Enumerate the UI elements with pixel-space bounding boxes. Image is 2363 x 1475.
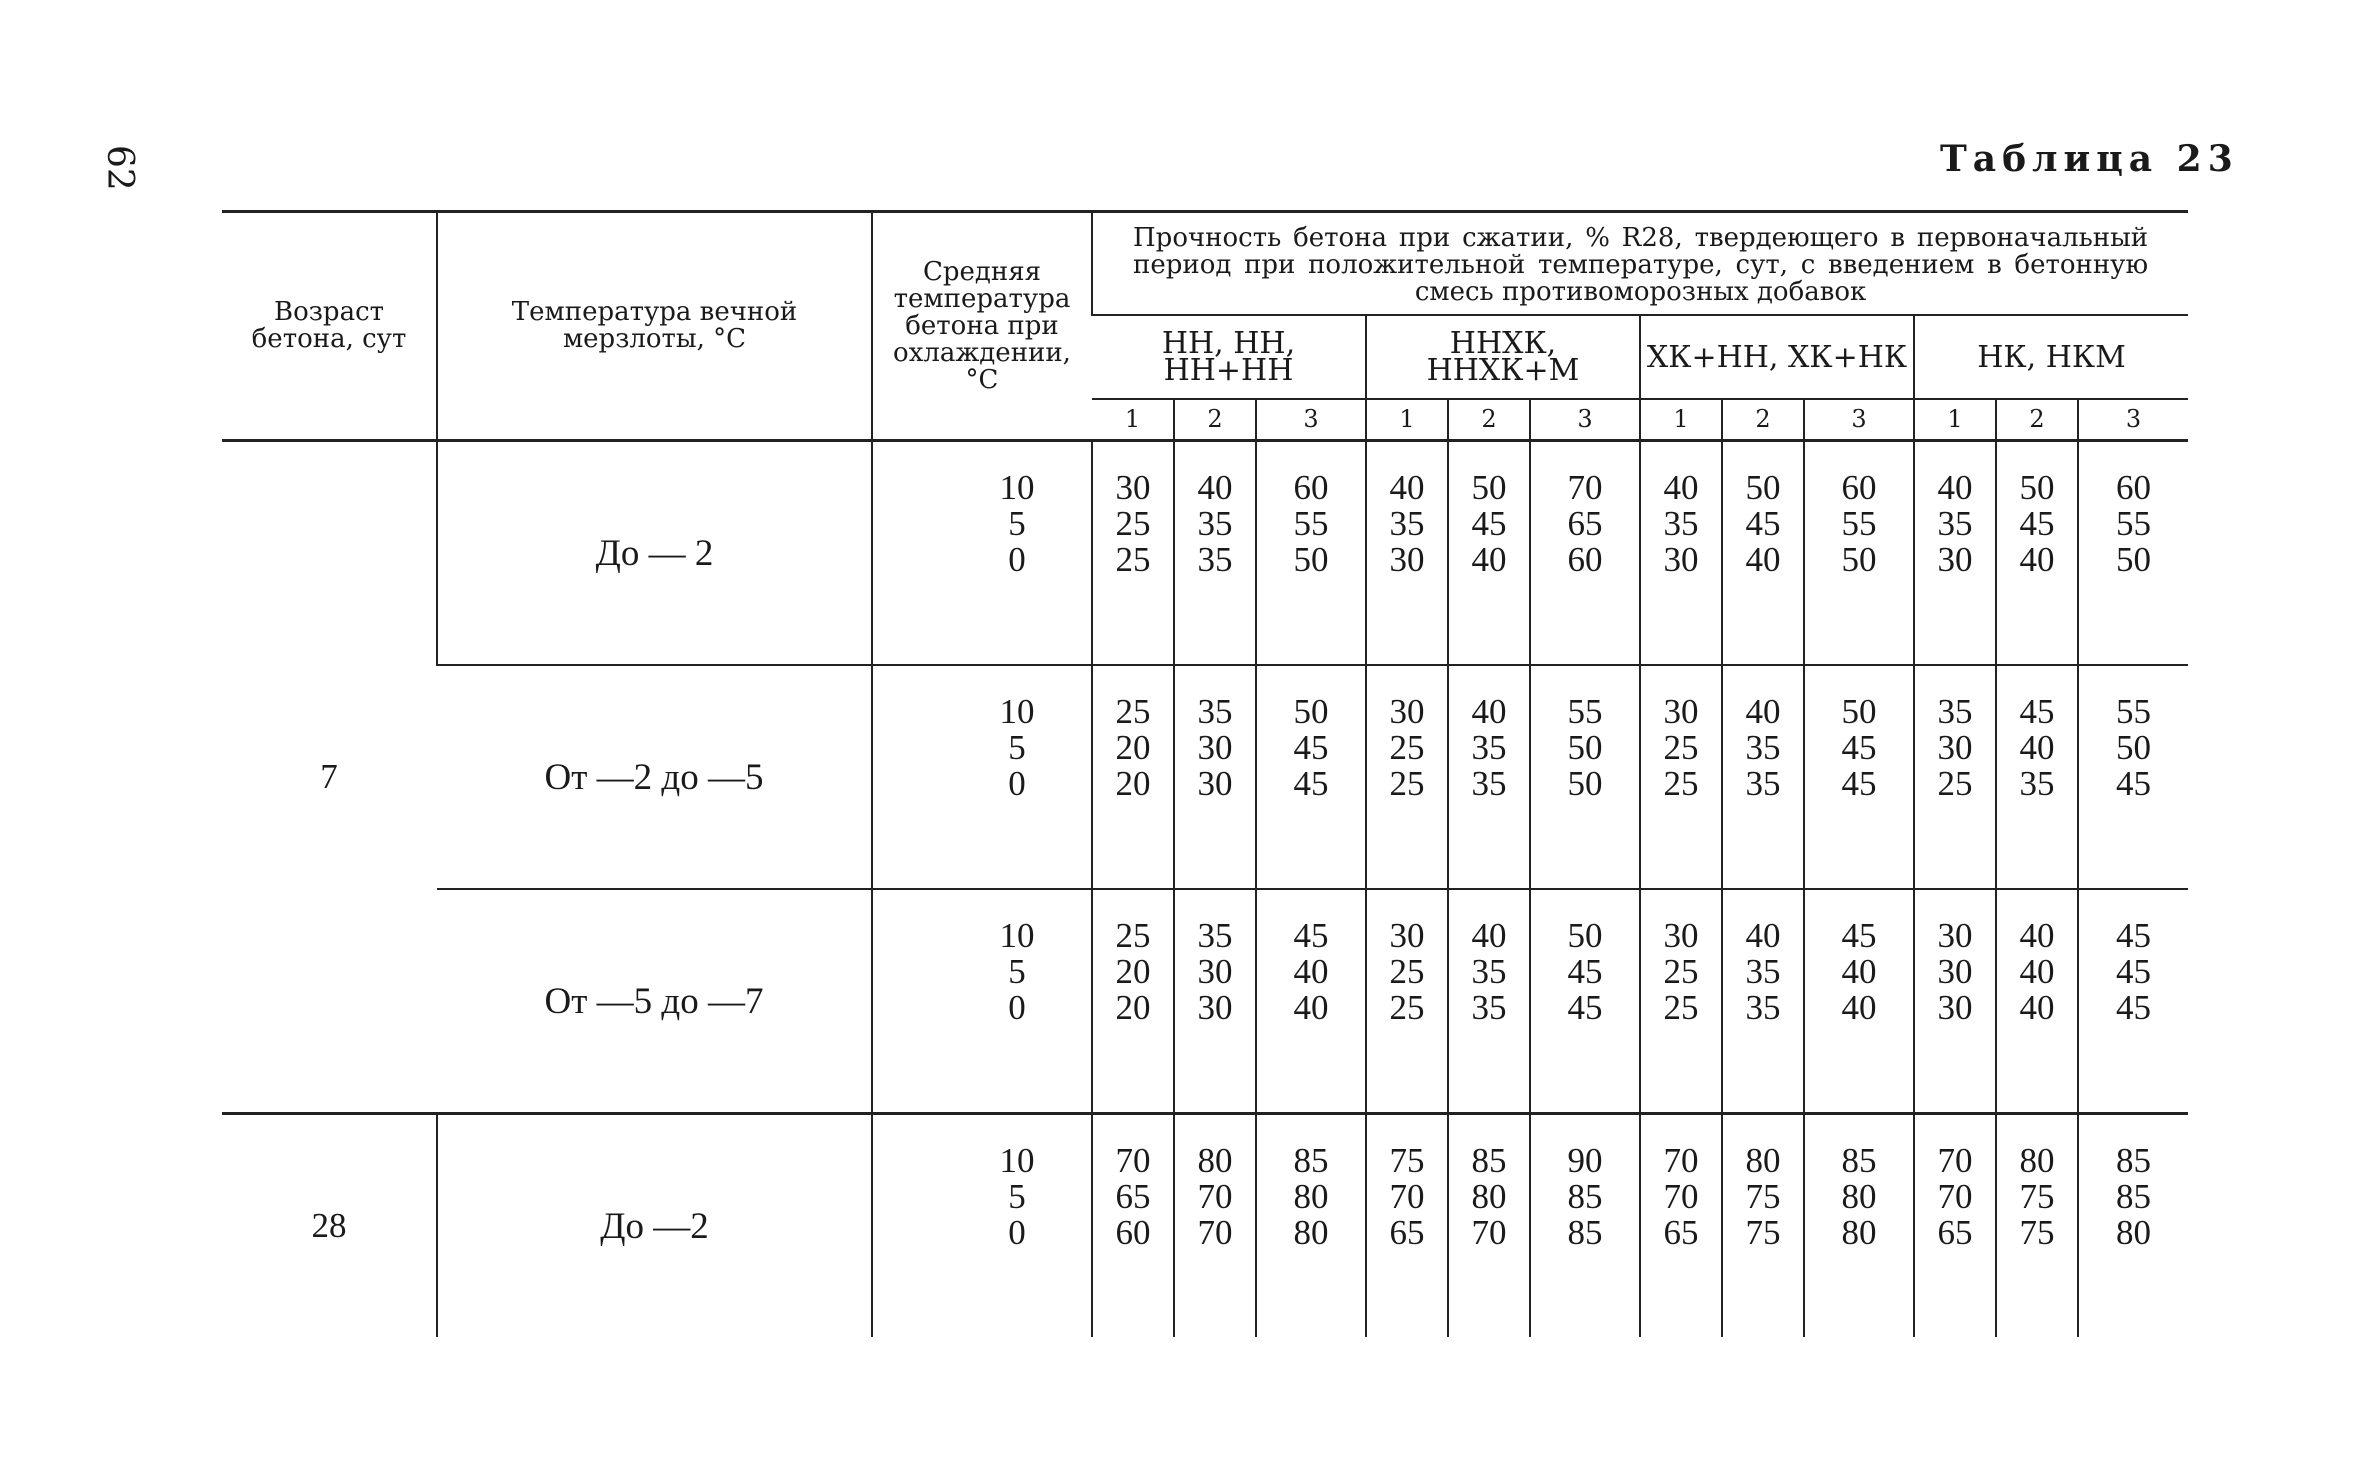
strength-value: 80 [1197, 1141, 1233, 1180]
page-number: 62 [99, 145, 140, 191]
strength-value: 40 [1841, 988, 1877, 1027]
strength-cell [1174, 665, 1256, 889]
strength-value: 80 [1745, 1141, 1781, 1180]
strength-value: 70 [1663, 1177, 1699, 1216]
strength-cell [2078, 1114, 2188, 1338]
strength-value: 40 [2019, 540, 2055, 579]
strength-value: 40 [1293, 952, 1329, 991]
strength-value: 30 [1389, 540, 1425, 579]
mean-temp-value: 10 [999, 916, 1035, 955]
strength-cell [1256, 889, 1366, 1114]
strength-value: 35 [1745, 728, 1781, 767]
subcol-2: 2 [1174, 399, 1256, 441]
strength-value: 45 [1841, 764, 1877, 803]
strength-value: 40 [1937, 468, 1973, 507]
strength-value: 75 [2019, 1177, 2055, 1216]
strength-value: 45 [2116, 988, 2152, 1027]
strength-cell [1914, 665, 1996, 889]
strength-value: 70 [1197, 1213, 1233, 1252]
strength-cell [1804, 441, 1914, 666]
strength-cell [1448, 665, 1530, 889]
strength-cell [1640, 665, 1722, 889]
subcol-3: 3 [1804, 399, 1914, 441]
strength-value: 55 [2116, 504, 2152, 543]
subcol-1: 1 [1914, 399, 1996, 441]
strength-value: 45 [1841, 728, 1877, 767]
strength-value: 30 [1389, 916, 1425, 955]
strength-value: 40 [1745, 916, 1781, 955]
strength-value: 45 [1293, 764, 1329, 803]
strength-value: 85 [1471, 1141, 1507, 1180]
strength-value: 45 [2116, 952, 2152, 991]
strength-value: 30 [1389, 692, 1425, 731]
strength-value: 25 [1389, 764, 1425, 803]
strength-value: 85 [2116, 1141, 2152, 1180]
strength-cell [1914, 1114, 1996, 1338]
strength-value: 25 [1115, 504, 1151, 543]
subcol-2: 2 [1448, 399, 1530, 441]
strength-value: 60 [2116, 468, 2152, 507]
subcol-1: 1 [1366, 399, 1448, 441]
header-group-3: ХК+НН, ХК+НК [1640, 315, 1914, 399]
strength-cell [1722, 665, 1804, 889]
strength-value: 75 [2019, 1213, 2055, 1252]
strength-value: 35 [1197, 692, 1233, 731]
header-group-2: ННХК, ННХК+М [1366, 315, 1640, 399]
strength-cell [1366, 441, 1448, 666]
strength-cell [1366, 889, 1448, 1114]
strength-value: 70 [1937, 1177, 1973, 1216]
strength-value: 40 [1841, 952, 1877, 991]
mean-temp-cell [872, 441, 1092, 666]
strength-value: 50 [2019, 468, 2055, 507]
strength-value: 45 [1567, 952, 1603, 991]
strength-value: 50 [2116, 728, 2152, 767]
table-row [222, 665, 2188, 889]
strength-value: 50 [1841, 692, 1877, 731]
strength-cell [1448, 889, 1530, 1114]
table-row [222, 441, 2188, 666]
strength-value: 40 [1389, 468, 1425, 507]
strength-value: 30 [1937, 540, 1973, 579]
strength-value: 50 [1567, 728, 1603, 767]
strength-value: 80 [1293, 1177, 1329, 1216]
strength-cell [1366, 1114, 1448, 1338]
strength-value: 35 [1937, 504, 1973, 543]
subcol-2: 2 [1722, 399, 1804, 441]
strength-cell [1174, 441, 1256, 666]
mean-temp-value: 0 [1008, 764, 1026, 803]
strength-cell [1996, 665, 2078, 889]
strength-value: 30 [1197, 988, 1233, 1027]
strength-cell [1804, 665, 1914, 889]
header-group-4: НК, НКМ [1914, 315, 2188, 399]
strength-value: 80 [2116, 1213, 2152, 1252]
strength-cell [1722, 1114, 1804, 1338]
strength-value: 65 [1389, 1213, 1425, 1252]
mean-temp-value: 10 [999, 468, 1035, 507]
subcol-3: 3 [1256, 399, 1366, 441]
strength-value: 30 [1663, 540, 1699, 579]
mean-temp-value: 10 [999, 692, 1035, 731]
strength-cell [1530, 889, 1640, 1114]
strength-value: 40 [1471, 692, 1507, 731]
strength-value: 45 [1841, 916, 1877, 955]
subcol-2: 2 [1996, 399, 2078, 441]
strength-value: 60 [1115, 1213, 1151, 1252]
strength-value: 60 [1567, 540, 1603, 579]
strength-cell [1914, 441, 1996, 666]
table-row [222, 1114, 2188, 1338]
strength-value: 55 [1567, 692, 1603, 731]
strength-value: 55 [2116, 692, 2152, 731]
strength-value: 35 [1937, 692, 1973, 731]
strength-cell [1530, 1114, 1640, 1338]
mean-temp-value: 5 [1008, 728, 1026, 767]
mean-temp-value: 5 [1008, 1177, 1026, 1216]
mean-temp-value: 5 [1008, 504, 1026, 543]
strength-value: 45 [2019, 504, 2055, 543]
strength-value: 25 [1115, 692, 1151, 731]
strength-cell [1092, 889, 1174, 1114]
strength-cell [1092, 441, 1174, 666]
strength-value: 50 [1293, 692, 1329, 731]
strength-value: 50 [1841, 540, 1877, 579]
strength-value: 55 [1293, 504, 1329, 543]
strength-cell [2078, 441, 2188, 666]
strength-value: 50 [2116, 540, 2152, 579]
strength-value: 40 [1745, 540, 1781, 579]
strength-value: 80 [1841, 1177, 1877, 1216]
strength-value: 30 [1937, 952, 1973, 991]
strength-value: 45 [1567, 988, 1603, 1027]
strength-value: 30 [1937, 988, 1973, 1027]
strength-cell [1092, 1114, 1174, 1338]
mean-temp-cell [872, 889, 1092, 1114]
strength-value: 35 [2019, 764, 2055, 803]
frost-temp-cell: От —2 до —5 [437, 665, 872, 889]
strength-value: 45 [1293, 728, 1329, 767]
table-caption: Таблица 23 [1940, 138, 2239, 180]
age-cell: 7 [222, 441, 437, 1114]
strength-value: 35 [1745, 764, 1781, 803]
mean-temp-cell [872, 665, 1092, 889]
strength-value: 65 [1663, 1213, 1699, 1252]
strength-value: 25 [1115, 916, 1151, 955]
strength-cell [1640, 441, 1722, 666]
strength-value: 25 [1115, 540, 1151, 579]
strength-value: 60 [1293, 468, 1329, 507]
strength-value: 35 [1745, 952, 1781, 991]
strength-value: 40 [1471, 916, 1507, 955]
strength-value: 25 [1937, 764, 1973, 803]
strength-cell [1448, 441, 1530, 666]
strength-value: 70 [1937, 1141, 1973, 1180]
strength-cell [1996, 889, 2078, 1114]
strength-value: 20 [1115, 988, 1151, 1027]
strength-value: 55 [1841, 504, 1877, 543]
table-header [222, 212, 2188, 441]
strength-value: 50 [1293, 540, 1329, 579]
strength-value: 65 [1115, 1177, 1151, 1216]
strength-value: 35 [1389, 504, 1425, 543]
strength-value: 45 [1471, 504, 1507, 543]
strength-value: 40 [1471, 540, 1507, 579]
strength-value: 45 [1745, 504, 1781, 543]
strength-value: 25 [1389, 728, 1425, 767]
strength-value: 40 [2019, 916, 2055, 955]
strength-cell [1256, 1114, 1366, 1338]
strength-value: 40 [1293, 988, 1329, 1027]
strength-cell [1804, 1114, 1914, 1338]
frost-temp-cell: До —2 [437, 1114, 872, 1338]
strength-value: 45 [1293, 916, 1329, 955]
strength-value: 75 [1745, 1177, 1781, 1216]
strength-cell [1256, 665, 1366, 889]
strength-value: 70 [1197, 1177, 1233, 1216]
subcol-3: 3 [2078, 399, 2188, 441]
data-table [222, 210, 2187, 1337]
strength-value: 70 [1663, 1141, 1699, 1180]
age-cell: 28 [222, 1114, 437, 1338]
strength-cell [1092, 665, 1174, 889]
strength-value: 35 [1471, 728, 1507, 767]
subcol-1: 1 [1092, 399, 1174, 441]
strength-value: 25 [1663, 952, 1699, 991]
header-group-1: НН, НН, НН+НН [1092, 315, 1366, 399]
strength-cell [1640, 1114, 1722, 1338]
strength-cell [2078, 889, 2188, 1114]
strength-value: 85 [2116, 1177, 2152, 1216]
strength-value: 30 [1197, 764, 1233, 803]
strength-value: 35 [1197, 540, 1233, 579]
strength-value: 80 [2019, 1141, 2055, 1180]
strength-cell [1722, 889, 1804, 1114]
strength-value: 40 [2019, 952, 2055, 991]
strength-value: 85 [1841, 1141, 1877, 1180]
strength-cell [1640, 889, 1722, 1114]
strength-value: 70 [1567, 468, 1603, 507]
strength-value: 35 [1663, 504, 1699, 543]
mean-temp-value: 10 [999, 1141, 1035, 1180]
strength-value: 30 [1937, 916, 1973, 955]
strength-value: 80 [1293, 1213, 1329, 1252]
strength-cell [1448, 1114, 1530, 1338]
strength-cell [1804, 889, 1914, 1114]
strength-value: 45 [2019, 692, 2055, 731]
strength-value: 85 [1567, 1213, 1603, 1252]
frost-temp-cell: От —5 до —7 [437, 889, 872, 1114]
strength-value: 35 [1471, 952, 1507, 991]
strength-value: 40 [1663, 468, 1699, 507]
strength-value: 80 [1841, 1213, 1877, 1252]
strength-value: 25 [1663, 728, 1699, 767]
strength-value: 90 [1567, 1141, 1603, 1180]
strength-value: 40 [2019, 728, 2055, 767]
strength-value: 75 [1389, 1141, 1425, 1180]
strength-value: 70 [1389, 1177, 1425, 1216]
strength-value: 50 [1567, 916, 1603, 955]
header-mean-temp: Средняя температура бетона при охлаждении, °С [872, 212, 1092, 441]
strength-value: 75 [1745, 1213, 1781, 1252]
strength-value: 20 [1115, 952, 1151, 991]
strength-value: 30 [1937, 728, 1973, 767]
strength-cell [1174, 889, 1256, 1114]
strength-value: 30 [1115, 468, 1151, 507]
header-frost-temp: Температура вечной мерзлоты, °С [437, 212, 872, 441]
mean-temp-value: 0 [1008, 540, 1026, 579]
strength-value: 25 [1663, 988, 1699, 1027]
mean-temp-cell [872, 1114, 1092, 1338]
strength-cell [1996, 441, 2078, 666]
strength-value: 50 [1471, 468, 1507, 507]
strength-cell [1914, 889, 1996, 1114]
strength-value: 70 [1115, 1141, 1151, 1180]
frost-temp-cell: До — 2 [437, 441, 872, 666]
strength-value: 50 [1745, 468, 1781, 507]
strength-value: 40 [1745, 692, 1781, 731]
strength-value: 60 [1841, 468, 1877, 507]
strength-value: 45 [2116, 764, 2152, 803]
strength-value: 35 [1197, 916, 1233, 955]
mean-temp-value: 0 [1008, 988, 1026, 1027]
strength-value: 30 [1663, 916, 1699, 955]
strength-value: 80 [1471, 1177, 1507, 1216]
strength-value: 65 [1937, 1213, 1973, 1252]
table-row [222, 889, 2188, 1114]
strength-cell [1530, 441, 1640, 666]
strength-value: 50 [1567, 764, 1603, 803]
strength-cell [2078, 665, 2188, 889]
strength-cell [1174, 1114, 1256, 1338]
strength-value: 40 [2019, 988, 2055, 1027]
strength-value: 20 [1115, 728, 1151, 767]
table-body [222, 441, 2188, 1338]
strength-value: 30 [1663, 692, 1699, 731]
strength-value: 35 [1471, 988, 1507, 1027]
header-strength: Прочность бетона при сжатии, % R28, твердеющего в первоначальный период при положительной температуре, сут, с введением в бетонную смесь противоморозных добавок [1092, 212, 2188, 316]
strength-cell [1530, 665, 1640, 889]
strength-value: 25 [1389, 988, 1425, 1027]
strength-value: 20 [1115, 764, 1151, 803]
strength-cell [1722, 441, 1804, 666]
strength-value: 45 [2116, 916, 2152, 955]
strength-value: 35 [1197, 504, 1233, 543]
strength-value: 25 [1663, 764, 1699, 803]
strength-value: 65 [1567, 504, 1603, 543]
header-age: Возраст бетона, сут [222, 212, 437, 441]
strength-value: 35 [1745, 988, 1781, 1027]
strength-value: 35 [1471, 764, 1507, 803]
strength-cell [1996, 1114, 2078, 1338]
strength-value: 25 [1389, 952, 1425, 991]
strength-cell [1256, 441, 1366, 666]
strength-value: 40 [1197, 468, 1233, 507]
subcol-3: 3 [1530, 399, 1640, 441]
strength-value: 85 [1567, 1177, 1603, 1216]
strength-value: 85 [1293, 1141, 1329, 1180]
mean-temp-value: 5 [1008, 952, 1026, 991]
mean-temp-value: 0 [1008, 1213, 1026, 1252]
strength-value: 30 [1197, 952, 1233, 991]
strength-value: 70 [1471, 1213, 1507, 1252]
subcol-1: 1 [1640, 399, 1722, 441]
strength-cell [1366, 665, 1448, 889]
strength-value: 30 [1197, 728, 1233, 767]
